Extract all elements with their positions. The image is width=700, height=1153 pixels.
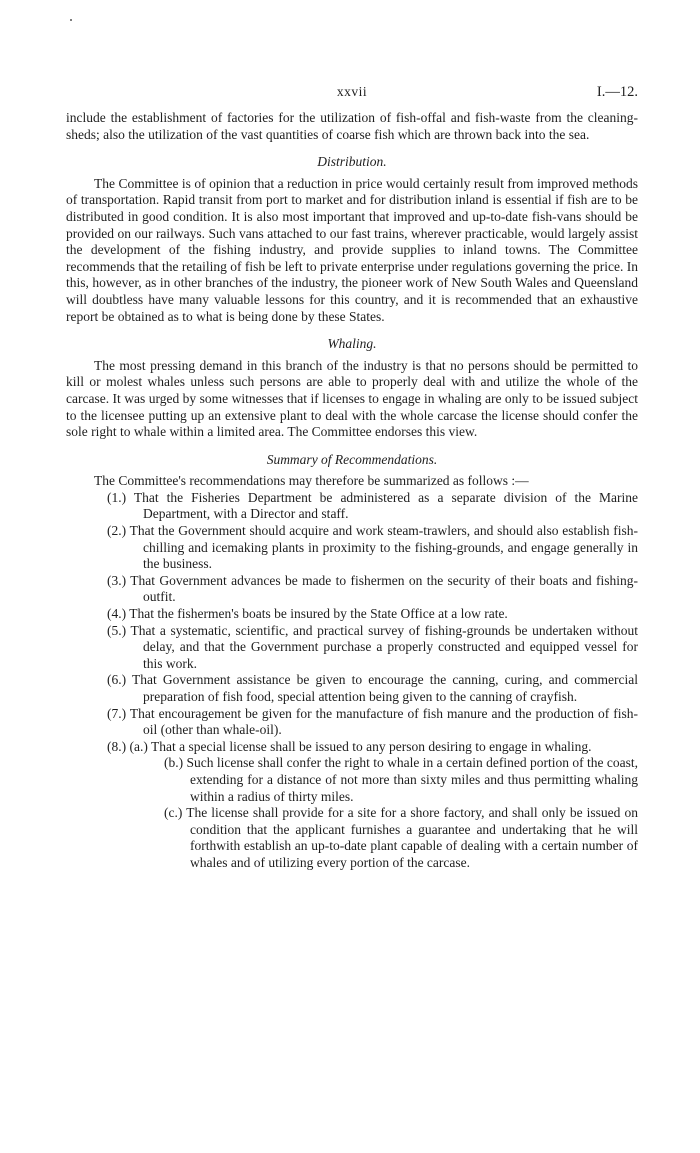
recommendation-8a: (8.) (a.) That a special license shall be issued to any person desiring to engage in whaling. <box>107 738 592 754</box>
intro-paragraph: include the establishment of factories for the utilization of fish-offal and fish-waste from the cleaning-sheds; also the utilization of the vast quantities of coarse fish which are thrown back into the sea. <box>66 110 638 142</box>
distribution-heading: Distribution. <box>317 154 387 170</box>
recommendation-6: (6.) That Government assistance be given to encourage the canning, curing, and commercial preparation of fish food, special attention being given to the canning of crayfish. <box>107 672 638 704</box>
page-header <box>66 84 638 106</box>
recommendation-2: (2.) That the Government should acquire and work steam-trawlers, and should also establish fish-chilling and icemaking plants in proximity to the fishing-grounds, and engage generally in the business. <box>107 523 638 572</box>
whaling-paragraph: The most pressing demand in this branch of the industry is that no persons should be permitted to kill or molest whales unless such persons are able to properly deal with and utilize the whole of the carcase. It was urged by some witnesses that if licenses to engage in whaling are only to be issued subject to the licensee putting up an extensive plant to deal with the whole carcase the license should confer the sole right to whale within a limited area. The Committee endorses this view. <box>66 357 638 440</box>
recommendation-4: (4.) That the fishermen's boats be insured by the State Office at a low rate. <box>107 606 508 622</box>
recommendation-8b: (b.) Such license shall confer the right to whale in a certain defined portion of the coast, extending for a distance of not more than sixty miles and thus permitting whaling within a radius of thirty miles. <box>164 755 638 804</box>
summary-heading: Summary of Recommendations. <box>266 451 438 467</box>
summary-intro: The Committee's recommendations may therefore be summarized as follows :— <box>94 473 529 489</box>
recommendation-3: (3.) That Government advances be made to fishermen on the security of their boats and fishing-outfit. <box>107 572 638 605</box>
whaling-heading: Whaling. <box>327 336 377 352</box>
recommendation-5: (5.) That a systematic, scientific, and practical survey of fishing-grounds be undertaken without delay, and that the Government purchase a properly constructed and equipped vessel for this work. <box>107 622 638 671</box>
document-reference: I.—12. <box>596 84 638 100</box>
recommendation-1: (1.) That the Fisheries Department be administered as a separate division of the Marine Department, with a Director and staff. <box>107 489 638 522</box>
distribution-paragraph: The Committee is of opinion that a reduction in price would certainly result from improved methods of transportation. Rapid transit from port to market and for distribution inland is essential if fish are to be distributed in good condition. It is also most important that improved and up-to-date fish-vans should be provided on our railways. Such vans attached to our fast trains, wherever practicable, would largely assist the development of the fishing industry, and provide supplies to inland towns. The Committee recommends that the retailing of fish be left to private enterprise under regulations governing the price. In this, however, as in other branches of the industry, the pioneer work of New South Wales and Queensland will doubtless have many valuable lessons for this country, and it is recommended that an exhaustive report be obtained as to what is being done by these States. <box>66 175 638 324</box>
recommendation-8c: (c.) The license shall provide for a site for a shore factory, and shall only be issued on condition that the applicant furnishes a guarantee and undertaking that he will forthwith establish an up-to-date plant capable of dealing with a certain number of whales and of utilizing every portion of the carcase. <box>164 805 638 870</box>
scan-mark <box>70 19 72 21</box>
recommendation-7: (7.) That encouragement be given for the manufacture of fish manure and the production of fish-oil (other than whale-oil). <box>107 705 638 738</box>
page-folio: xxvii <box>336 84 368 99</box>
